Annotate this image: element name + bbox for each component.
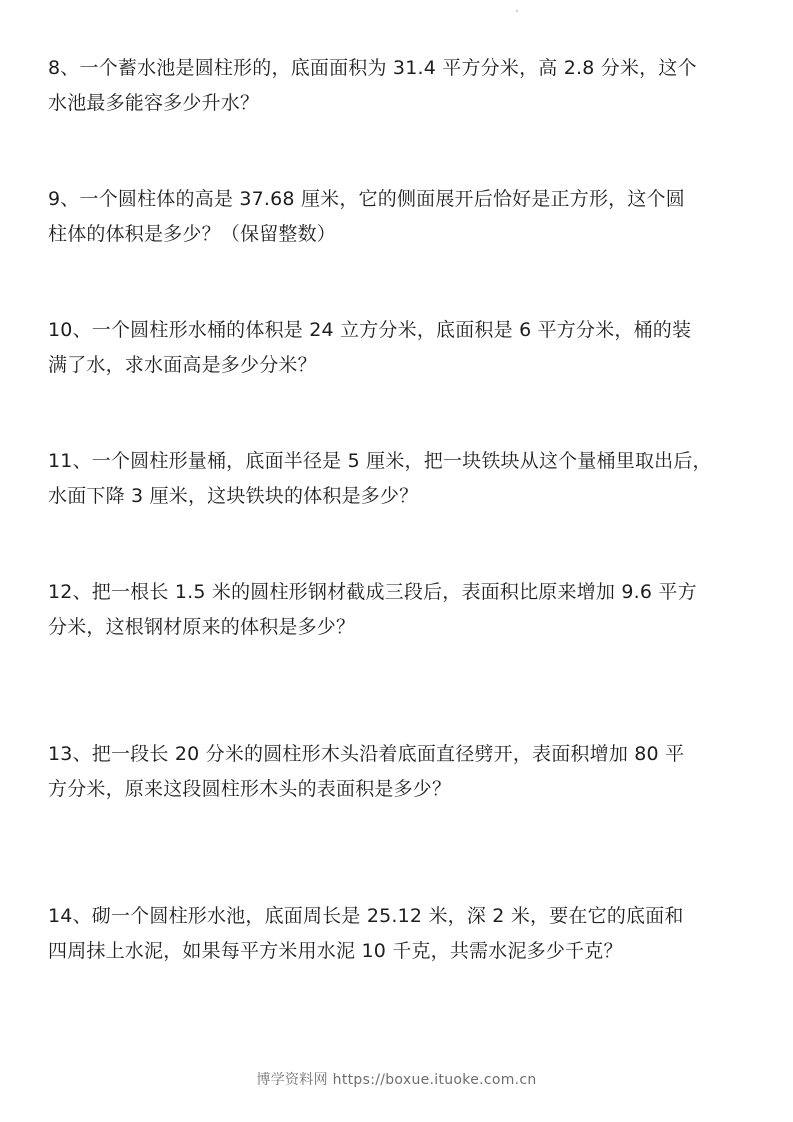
problem-14 (48, 899, 748, 969)
problem-line: 14、砌一个圆柱形水池，底面周长是 25.12 米，深 2 米，要在它的底面和 (48, 905, 684, 927)
problem-line: 满了水，求水面高是多少分米？ (48, 354, 317, 376)
problem-11 (48, 444, 748, 514)
problem-line: 11、一个圆柱形量桶，底面半径是 5 厘米，把一块铁块从这个量桶里取出后， (48, 450, 712, 472)
problem-line: 9、一个圆柱体的高是 37.68 厘米，它的侧面展开后恰好是正方形，这个圆 (48, 188, 685, 210)
problem-line: 13、把一段长 20 分米的圆柱形木头沿着底面直径劈开，表面积增加 80 平 (48, 743, 685, 765)
problem-line: 12、把一根长 1.5 米的圆柱形钢材截成三段后，表面积比原来增加 9.6 平方 (48, 581, 697, 603)
footer-watermark: 博学资料网 https://boxue.ituoke.com.cn (256, 1072, 537, 1088)
problem-line: 8、一个蓄水池是圆柱形的，底面面积为 31.4 平方分米，高 2.8 分米，这个 (48, 57, 697, 79)
problem-line: 方分米，原来这段圆柱形木头的表面积是多少？ (48, 778, 452, 800)
problem-line: 柱体的体积是多少？（保留整数） (48, 223, 337, 245)
problem-13 (48, 737, 748, 807)
problem-8 (48, 51, 748, 121)
problem-line: 四周抹上水泥，如果每平方米用水泥 10 千克，共需水泥多少千克？ (48, 940, 623, 962)
problem-10 (48, 313, 748, 383)
scan-speck (516, 10, 518, 12)
problem-line: 水池最多能容多少升水？ (48, 92, 260, 114)
problem-12 (48, 575, 748, 645)
problem-line: 水面下降 3 厘米，这块铁块的体积是多少？ (48, 485, 419, 507)
problem-9 (48, 182, 748, 252)
problem-line: 10、一个圆柱形水桶的体积是 24 立方分米，底面积是 6 平方分米，桶的装 (48, 319, 692, 341)
problem-line: 分米，这根钢材原来的体积是多少？ (48, 616, 356, 638)
